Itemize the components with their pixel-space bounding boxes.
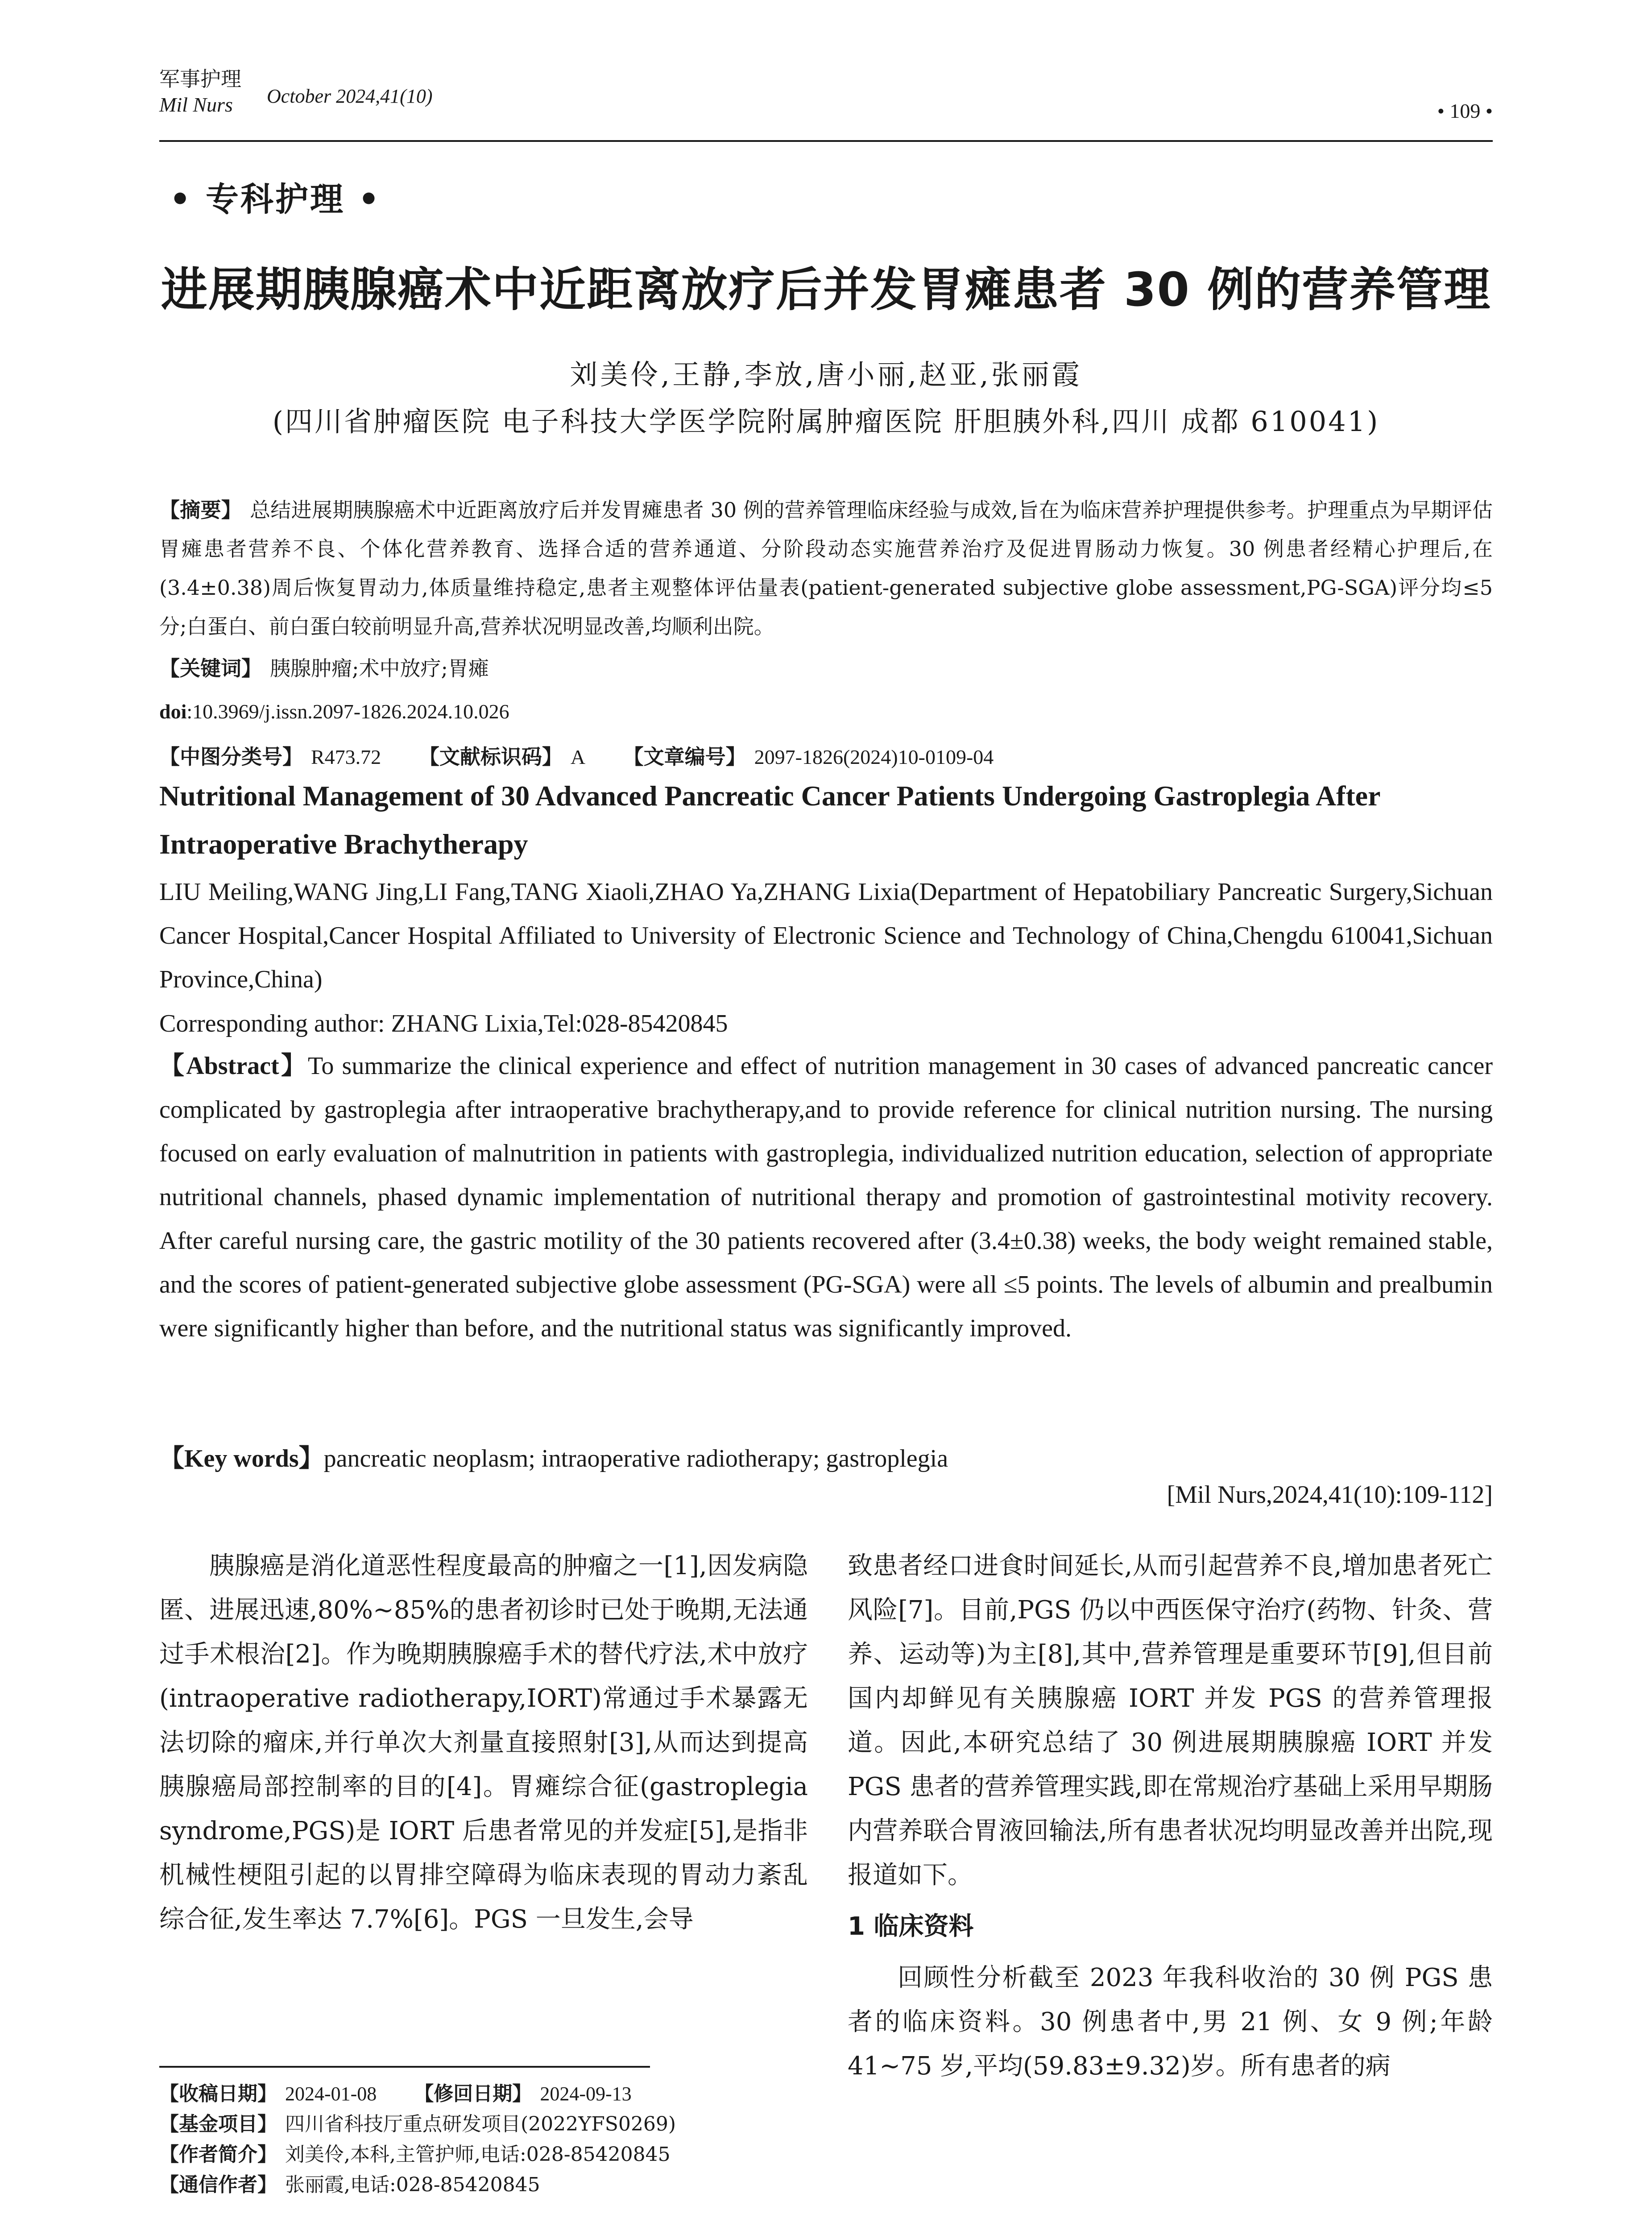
- doc-code-value: A: [570, 746, 586, 768]
- abstract-en-text: To summarize the clinical experience and effect of nutrition management in 30 cases of advanced pancreatic cancer complicated by gastroplegia after intraoperative brachytherapy,and to provide reference for clinical nutrition nursing. The nursing focused on early evaluation of malnutrition in patients with gastroplegia, individualized nutrition education, selection of appropriate nutritional channels, phased dynamic implementation of nutritional therapy and promotion of gastrointestinal motivity recovery. After careful nursing care, the gastric motility of the 30 patients recovered after (3.4±0.38) weeks, the body weight remained stable, and the scores of patient-generated subjective globe assessment (PG-SGA) were all ≤5 points. The levels of albumin and prealbumin were significantly higher than before, and the nutritional status was significantly improved.: [159, 1052, 1493, 1342]
- article-title-en: Nutritional Management of 30 Advanced Pancreatic Cancer Patients Undergoing Gastroplegia After Intraoperative Brachytherapy: [159, 780, 1380, 860]
- classification-line: [159, 741, 994, 770]
- keywords-zh-text: 胰腺肿瘤;术中放疗;胃瘫: [270, 656, 489, 680]
- authors-en: LIU Meiling,WANG Jing,LI Fang,TANG Xiaoli,ZHAO Ya,ZHANG Lixia(Department of Hepatobiliary Pancreatic Surgery,Sichuan Cancer Hospital,Cancer Hospital Affiliated to University of Electronic Science and Technology of China,Chengdu 610041,Sichuan Province,China): [159, 878, 1493, 993]
- header-rule: [159, 140, 1493, 142]
- body-left-column: [159, 1544, 808, 1941]
- page-number: • 109 •: [1437, 100, 1493, 122]
- footnote-received: [159, 2079, 632, 2109]
- footnote-author-bio: [159, 2140, 671, 2169]
- keywords-en-text: pancreatic neoplasm; intraoperative radiotherapy; gastroplegia: [323, 1445, 948, 1472]
- article-number-label: 【文章编号】: [623, 745, 746, 769]
- abstract-zh-label: 【摘要】: [159, 498, 242, 522]
- abstract-en: [159, 1044, 1493, 1350]
- journal-name-en: Mil Nurs: [159, 93, 233, 116]
- footnote-rule: [159, 2066, 650, 2068]
- doc-code-label: 【文献标识码】: [418, 745, 563, 769]
- received-label: 【收稿日期】: [159, 2082, 277, 2105]
- article-title-zh: 进展期胰腺癌术中近距离放疗后并发胃瘫患者 30 例的营养管理: [161, 262, 1491, 317]
- citation: [Mil Nurs,2024,41(10):109-112]: [1167, 1481, 1493, 1509]
- journal-name-zh: 军事护理: [159, 67, 241, 91]
- body-right-column: [848, 1544, 1493, 2088]
- keywords-en-label: 【Key words】: [159, 1445, 324, 1472]
- funding-text: 四川省科技厅重点研发项目(2022YFS0269): [285, 2113, 676, 2136]
- section-heading-clinical: 1 临床资料: [848, 1912, 974, 1941]
- author-bio-label: 【作者简介】: [159, 2143, 277, 2166]
- affiliation-zh: (四川省肿瘤医院 电子科技大学医学院附属肿瘤医院 肝胆胰外科,四川 成都 610041): [272, 405, 1380, 438]
- keywords-en: [159, 1437, 1493, 1480]
- authors-zh: 刘美伶,王静,李放,唐小丽,赵亚,张丽霞: [570, 358, 1082, 391]
- abstract-en-label: 【Abstract】: [159, 1052, 308, 1080]
- doi-value: :10.3969/j.issn.2097-1826.2024.10.026: [186, 700, 509, 723]
- clc-value: R473.72: [311, 746, 381, 768]
- keywords-zh: [159, 649, 1493, 688]
- author-bio-text: 刘美伶,本科,主管护师,电话:028-85420845: [285, 2143, 671, 2166]
- article-number-value: 2097-1826(2024)10-0109-04: [754, 746, 994, 768]
- section-tag: • 专科护理 •: [170, 180, 381, 219]
- abstract-zh: [159, 491, 1493, 646]
- abstract-zh-text: 总结进展期胰腺癌术中近距离放疗后并发胃瘫患者 30 例的营养管理临床经验与成效,旨在为临床营养护理提供参考。护理重点为早期评估胃瘫患者营养不良、个体化营养教育、选择合适的营养通道、分阶段动态实施营养治疗及促进胃肠动力恢复。30 例患者经精心护理后,在(3.4±0.38)周后恢复胃动力,体质量维持稳定,患者主观整体评估量表(patient-generated subjective globe assessment,PG-SGA)评分均≤5 分;白蛋白、前白蛋白较前明显升高,营养状况明显改善,均顺利出院。: [159, 498, 1493, 639]
- received-date: 2024-01-08: [285, 2083, 377, 2105]
- clc-label: 【中图分类号】: [159, 745, 303, 769]
- issue-info: October 2024,41(10): [267, 85, 433, 107]
- doi-line: [159, 700, 509, 723]
- intro-paragraph: 胰腺癌是消化道恶性程度最高的肿瘤之一[1],因发病隐匿、进展迅速,80%~85%的患者初诊时已处于晚期,无法通过手术根治[2]。作为晚期胰腺癌手术的替代疗法,术中放疗(intraoperative radiotherapy,IORT)常通过手术暴露无法切除的瘤床,并行单次大剂量直接照射[3],从而达到提高胰腺癌局部控制率的目的[4]。胃瘫综合征(gastroplegia syndrome,PGS)是 IORT 后患者常见的并发症[5],是指非机械性梗阻引起的以胃排空障碍为临床表现的胃动力紊乱综合征,发生率达 7.7%[6]。PGS 一旦发生,会导: [159, 1551, 808, 1934]
- funding-label: 【基金项目】: [159, 2113, 277, 2136]
- corresponding-author: Corresponding author: ZHANG Lixia,Tel:028-85420845: [159, 1010, 728, 1037]
- revised-label: 【修回日期】: [414, 2082, 532, 2105]
- journal-name: [159, 66, 241, 118]
- footnote-funding: [159, 2110, 676, 2139]
- intro-continuation: 致患者经口进食时间延长,从而引起营养不良,增加患者死亡风险[7]。目前,PGS 仍以中西医保守治疗(药物、针灸、营养、运动等)为主[8],其中,营养管理是重要环节[9],但目前国内却鲜见有关胰腺癌 IORT 并发 PGS 的营养管理报道。因此,本研究总结了 30 例进展期胰腺癌 IORT 并发 PGS 患者的营养管理实践,即在常规治疗基础上采用早期肠内营养联合胃液回输法,所有患者状况均明显改善并出院,现报道如下。: [848, 1551, 1493, 1890]
- revised-date: 2024-09-13: [540, 2083, 632, 2105]
- footnote-corresponding: [159, 2170, 540, 2200]
- clinical-data-paragraph: 回顾性分析截至 2023 年我科收治的 30 例 PGS 患者的临床资料。30 例患者中,男 21 例、女 9 例;年龄 41~75 岁,平均(59.83±9.32)岁。所有患者的病: [848, 1963, 1493, 2081]
- corresponding-label: 【通信作者】: [159, 2173, 277, 2196]
- keywords-zh-label: 【关键词】: [159, 656, 262, 680]
- corresponding-text: 张丽霞,电话:028-85420845: [285, 2173, 540, 2196]
- doi-label: doi: [159, 700, 187, 723]
